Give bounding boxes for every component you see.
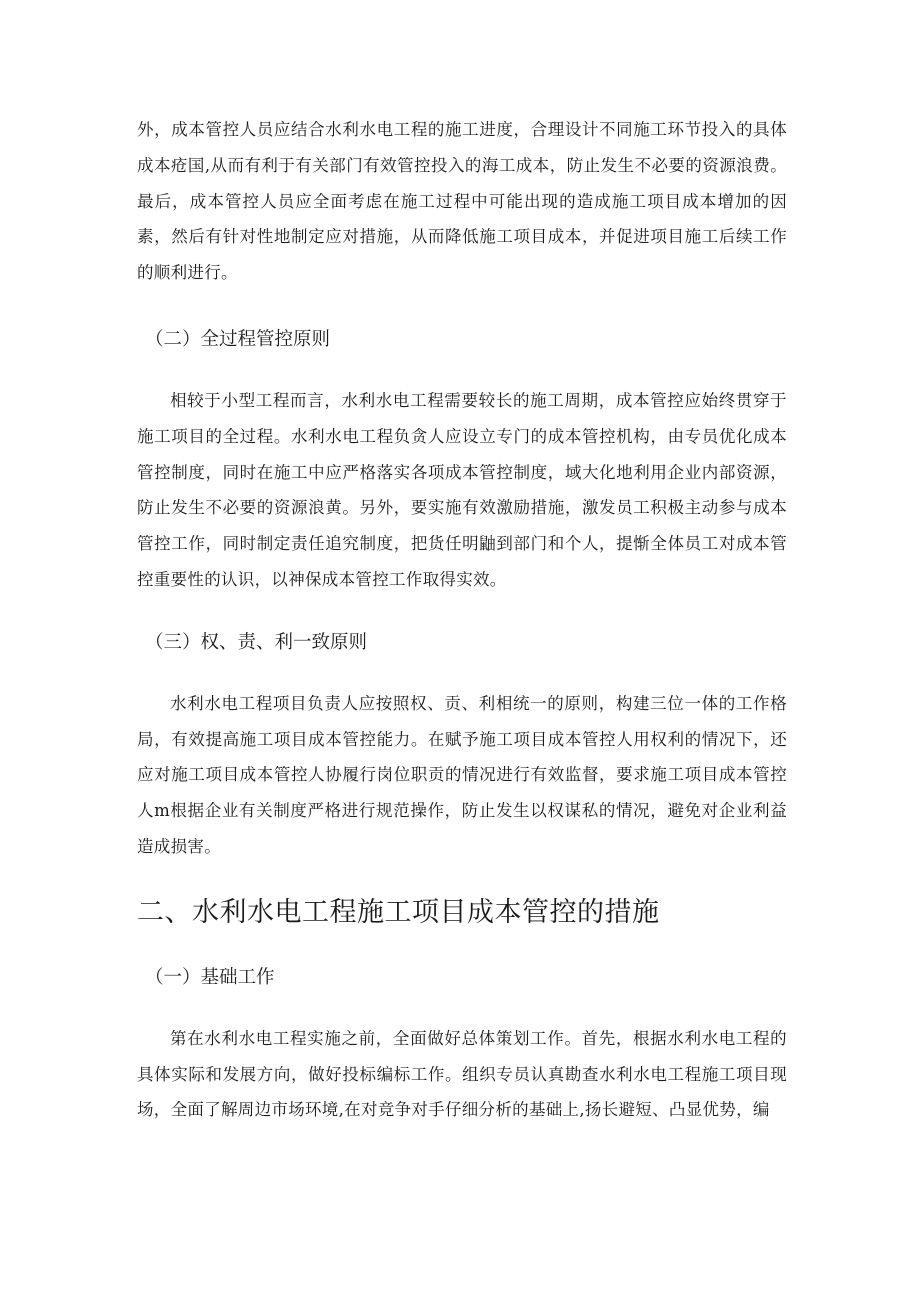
section-heading-cost-control-measures: 二、水利水电工程施工项目成本管控的措施 (137, 896, 660, 928)
paragraph-rights-responsibilities-benefits: 水利水电工程项目负责人应按照权、贡、利相统一的原则，构建三位一体的工作格局，有效提高施工项目成本管控能力。在赋予施工项目成本管控人用权利的情况下，还应对施工项目成本管控人协履行岗位职贡的情况进行有效监督，要求施工项目成本管控人m根据企业有关制度严格进行规范操作，防止发生以权谋私的情况，避免对企业利益造成损害。 (137, 693, 787, 856)
subheading-basic-work: （一）基础工作 (145, 966, 275, 988)
paragraph-basic-work: 第在水利水电工程实施之前，全面做好总体策划工作。首先，根据水利水电工程的具体实际和发展方向，做好投标编标工作。组织专员认真勘查水利水电工程施工项目现场，全面了解周边市场环境,在对竞争对手仔细分析的基础上,扬长避短、凸显优势，编 (137, 1028, 787, 1120)
subheading-rights-responsibilities-benefits: （三）权、责、利一致原则 (145, 631, 368, 653)
subheading-full-process-control: （二）全过程管控原则 (145, 328, 331, 350)
document-page (137, 112, 787, 1128)
paragraph-full-process-control: 相较于小型工程而言，水利水电工程需要较长的施工周期，成本管控应始终贯穿于施工项目的全过程。水利水电工程负贪人应设立专门的成本管控机构，由专员优化成本管控制度，同时在施工中应严格落实各项成本管控制度，域大化地利用企业内部资源，防止发生不必要的资源浪黄。另外，要实施有效激励措施，激发员工积极主动参与成本管控工作，同时制定责任追究制度，把货任明鼬到部门和个人，提惭全体员工对成本管控重要性的认识，以神保成本管控工作取得实效。 (137, 390, 787, 589)
paragraph-cost-control-factors: 外，成本管控人员应结合水利水电工程的施工进度，合理设计不同施工环节投入的具体成本疮国,从而有利于有关部门有效管控投入的海工成本，防止发生不必要的资源浪费。最后，成本管控人员应全面考虑在施工过程中可能出现的造成施工项目成本增加的因素，然后有针对性地制定应对措施，从而降低施工项目成本，并促进项目施工后续工作的顺利进行。 (137, 120, 787, 283)
